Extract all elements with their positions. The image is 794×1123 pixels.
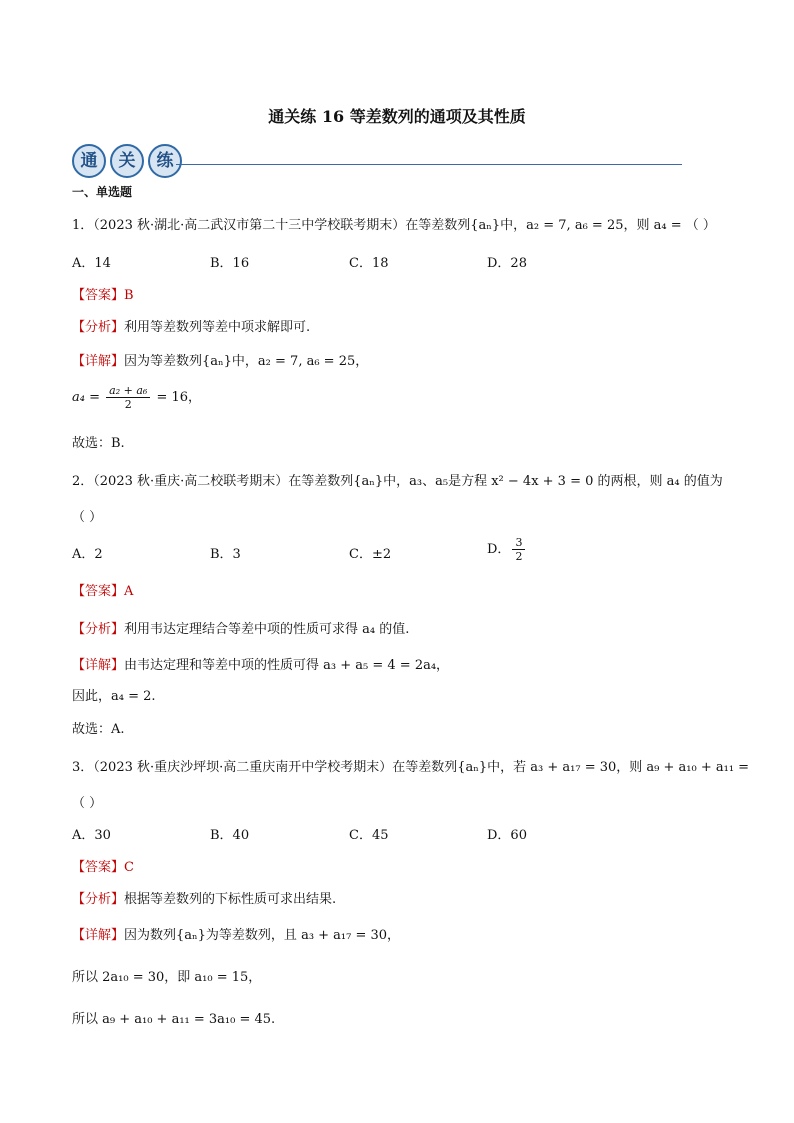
q3-analysis-text: 根据等差数列的下标性质可求出结果. <box>124 892 337 907</box>
q1-option-d: D．28 <box>487 256 527 271</box>
q2-analysis <box>72 618 409 637</box>
q2-option-d-den: 2 <box>515 550 523 563</box>
answer-label: 【答案】 <box>72 584 125 599</box>
q1-answer-value: B <box>124 288 134 303</box>
q2-option-d-label: D． <box>487 542 511 557</box>
q1-option-b: B．16 <box>210 256 250 271</box>
q2-detail-line2: 因此，a₄ = 2. <box>72 689 156 704</box>
q2-option-c: C．±2 <box>349 547 392 562</box>
detail-label: 【详解】 <box>72 928 125 943</box>
answer-label: 【答案】 <box>72 860 125 875</box>
q1-analysis <box>72 316 310 335</box>
q2-answer <box>72 580 133 599</box>
q1-fraction <box>106 384 150 411</box>
q1-option-c: C．18 <box>349 256 389 271</box>
section-heading: 一、单选题 <box>72 185 133 199</box>
detail-label: 【详解】 <box>72 658 125 673</box>
q3-detail-line1: 因为数列{aₙ}为等差数列，且 a₃ + a₁₇ = 30， <box>124 928 401 943</box>
q1-detail <box>72 350 368 369</box>
q3-option-c: C．45 <box>349 828 389 843</box>
q1-detail-line2 <box>72 384 201 411</box>
q3-answer-value: C <box>124 860 134 875</box>
logo-badge-2: 关 <box>110 144 144 178</box>
q2-stem: 2．（2023 秋·重庆·高二校联考期末）在等差数列{aₙ}中，a₃、a₅是方程 x² − 4x + 3 = 0 的两根，则 a₄ 的值为 <box>72 474 723 489</box>
q3-stem-paren: （ ） <box>72 796 103 811</box>
q2-option-d-num: 3 <box>512 536 525 550</box>
q3-option-b: B．40 <box>210 828 250 843</box>
logo-badge-1: 通 <box>72 144 106 178</box>
page-title: 通关练 16 等差数列的通项及其性质 <box>268 107 526 126</box>
q2-conclusion: 故选：A. <box>72 722 125 737</box>
q1-fraction-num: a₂ + a₆ <box>106 384 150 398</box>
q3-analysis <box>72 888 336 907</box>
q3-option-a: A．30 <box>72 828 111 843</box>
q3-answer <box>72 856 134 875</box>
answer-label: 【答案】 <box>72 288 125 303</box>
analysis-label: 【分析】 <box>72 622 125 637</box>
q2-detail <box>72 654 449 673</box>
logo-badge-3: 练 <box>148 144 182 178</box>
q1-conclusion: 故选：B. <box>72 436 125 451</box>
q3-option-d: D．60 <box>487 828 527 843</box>
q1-analysis-text: 利用等差数列等差中项求解即可. <box>124 320 311 335</box>
analysis-label: 【分析】 <box>72 320 125 335</box>
q1-detail-rhs: = 16， <box>156 390 202 405</box>
q2-option-b: B．3 <box>210 547 241 562</box>
q3-detail-line2: 所以 2a₁₀ = 30，即 a₁₀ = 15， <box>72 970 262 985</box>
q3-stem: 3．（2023 秋·重庆沙坪坝·高二重庆南开中学校考期末）在等差数列{aₙ}中，若 a₃ + a₁₇ = 30，则 a₉ + a₁₀ + a₁₁ = <box>72 760 750 775</box>
q1-detail-lhs: a₄ = <box>72 390 100 405</box>
q2-analysis-text: 利用韦达定理结合等差中项的性质可求得 a₄ 的值. <box>124 622 410 637</box>
q1-stem: 1．（2023 秋·湖北·高二武汉市第二十三中学校联考期末）在等差数列{aₙ}中，a₂ = 7, a₆ = 25，则 a₄ = （ ） <box>72 218 716 233</box>
detail-label: 【详解】 <box>72 354 125 369</box>
q2-option-d-fraction <box>512 536 525 563</box>
q1-fraction-den: 2 <box>124 398 132 411</box>
q2-option-d <box>487 536 527 563</box>
q2-option-a: A．2 <box>72 547 103 562</box>
header-rule <box>176 164 682 165</box>
q1-option-a: A．14 <box>72 256 111 271</box>
q2-stem-paren: （ ） <box>72 510 103 525</box>
q2-answer-value: A <box>124 584 134 599</box>
q3-detail <box>72 924 400 943</box>
q1-detail-line1: 因为等差数列{aₙ}中，a₂ = 7, a₆ = 25， <box>124 354 369 369</box>
q3-detail-line3: 所以 a₉ + a₁₀ + a₁₁ = 3a₁₀ = 45. <box>72 1012 276 1027</box>
q1-answer <box>72 284 134 303</box>
analysis-label: 【分析】 <box>72 892 125 907</box>
q2-detail-line1: 由韦达定理和等差中项的性质可得 a₃ + a₅ = 4 = 2a₄， <box>124 658 450 673</box>
